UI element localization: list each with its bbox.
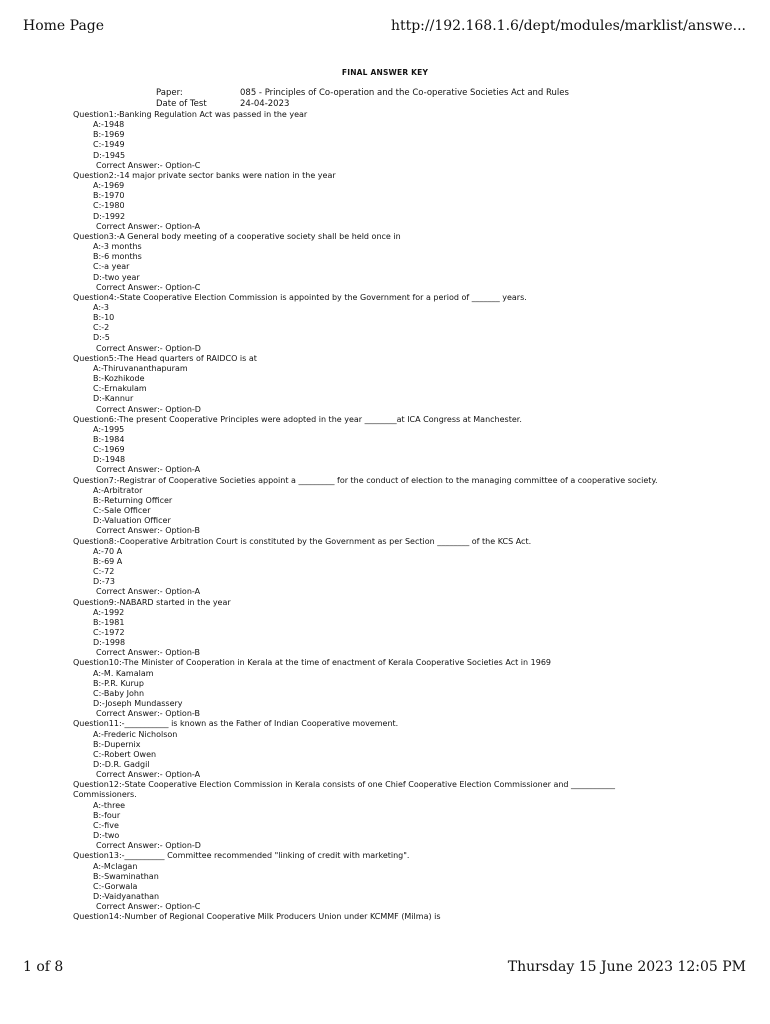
answer-option: D:-Valuation Officer bbox=[93, 516, 171, 526]
correct-answer: Correct Answer:- Option-D bbox=[96, 404, 201, 414]
answer-option: D:-D.R. Gadgil bbox=[93, 760, 150, 769]
answer-option: B:-1970 bbox=[93, 191, 125, 201]
question-text: Question12:-State Cooperative Election Commission in Kerala consists of one Chief Cooperative Election Commissioner and ___________ bbox=[73, 780, 616, 790]
answer-option: B:-P.R. Kurup bbox=[93, 678, 144, 688]
correct-answer: Correct Answer:- Option-B bbox=[96, 709, 200, 719]
question-block bbox=[73, 719, 693, 780]
question-block bbox=[73, 476, 693, 537]
question-text: Question7:-Registrar of Cooperative Societies appoint a _________ for the conduct of election to the managing committee of a cooperative society. bbox=[73, 475, 658, 485]
answer-option: A:-3 months bbox=[93, 242, 142, 252]
answer-option: C:-1980 bbox=[93, 201, 125, 211]
answer-option: A:-3 bbox=[93, 302, 110, 312]
question-text: Question10:-The Minister of Cooperation in Kerala at the time of enactment of Kerala Cooperative Societies Act in 1969 bbox=[73, 658, 551, 668]
question-text-continued: Commissioners. bbox=[73, 790, 137, 800]
answer-option: D:-73 bbox=[93, 577, 115, 587]
answer-option: A:-1948 bbox=[93, 120, 125, 130]
answer-option: C:-1949 bbox=[93, 140, 125, 150]
document-title: FINAL ANSWER KEY bbox=[341, 68, 429, 77]
answer-option: B:-Dupernix bbox=[93, 739, 141, 749]
answer-option: A:-Mclagan bbox=[93, 861, 138, 871]
answer-option: C:-five bbox=[93, 820, 119, 830]
answer-option: C:-1969 bbox=[93, 445, 125, 455]
question-block bbox=[73, 912, 693, 922]
paper-meta bbox=[156, 88, 569, 109]
question-block bbox=[73, 354, 693, 415]
question-list bbox=[73, 110, 693, 923]
question-text: Question5:-The Head quarters of RAIDCO is at bbox=[73, 353, 257, 363]
answer-option: C:-1972 bbox=[93, 627, 125, 637]
correct-answer: Correct Answer:- Option-B bbox=[96, 648, 200, 658]
question-block bbox=[73, 110, 693, 171]
answer-option: B:-1969 bbox=[93, 130, 125, 140]
answer-option: A:-1992 bbox=[93, 607, 125, 617]
answer-option: D:-1945 bbox=[93, 150, 126, 160]
correct-answer: Correct Answer:- Option-C bbox=[96, 902, 201, 912]
correct-answer: Correct Answer:- Option-A bbox=[96, 221, 201, 231]
correct-answer: Correct Answer:- Option-A bbox=[96, 587, 201, 597]
correct-answer: Correct Answer:- Option-D bbox=[96, 343, 201, 353]
question-text: Question8:-Cooperative Arbitration Court is constituted by the Government as per Section ________ of the KCS Act. bbox=[73, 536, 532, 546]
correct-answer: Correct Answer:- Option-C bbox=[96, 282, 201, 292]
question-block bbox=[73, 851, 693, 912]
answer-option: B:-6 months bbox=[93, 252, 142, 262]
question-block bbox=[73, 658, 693, 719]
date-label: Date of Test bbox=[156, 98, 207, 109]
answer-option: D:-1948 bbox=[93, 455, 126, 465]
answer-option: C:-a year bbox=[93, 262, 130, 272]
answer-option: B:-Kozhikode bbox=[93, 374, 145, 384]
answer-option: C:-Robert Owen bbox=[93, 749, 157, 759]
answer-option: C:-72 bbox=[93, 567, 115, 577]
question-block bbox=[73, 415, 693, 476]
answer-option: D:-two bbox=[93, 831, 120, 841]
answer-option: A:-1995 bbox=[93, 424, 125, 434]
browser-header-title: Home Page bbox=[23, 18, 105, 34]
answer-option: B:-69 A bbox=[93, 556, 123, 566]
answer-option: C:-Gorwala bbox=[93, 881, 138, 891]
answer-option: A:-70 A bbox=[93, 546, 123, 556]
paper-value: 085 - Principles of Co-operation and the Co-operative Societies Act and Rules bbox=[240, 88, 569, 98]
answer-option: B:-1981 bbox=[93, 617, 125, 627]
question-block bbox=[73, 780, 693, 851]
question-text: Question9:-NABARD started in the year bbox=[73, 597, 231, 607]
answer-option: C:-Ernakulam bbox=[93, 384, 147, 394]
print-timestamp: Thursday 15 June 2023 12:05 PM bbox=[507, 959, 746, 975]
answer-option: B:-Swaminathan bbox=[93, 871, 159, 881]
answer-option: B:-1984 bbox=[93, 435, 125, 444]
correct-answer: Correct Answer:- Option-C bbox=[96, 160, 201, 170]
answer-option: D:-1992 bbox=[93, 211, 126, 221]
question-block bbox=[73, 232, 693, 293]
question-block bbox=[73, 598, 693, 659]
answer-option: A:-Arbitrator bbox=[93, 485, 143, 495]
correct-answer: Correct Answer:- Option-B bbox=[96, 526, 200, 536]
answer-option: D:-5 bbox=[93, 333, 110, 343]
answer-option: B:-Returning Officer bbox=[93, 495, 173, 505]
answer-option: D:-two year bbox=[93, 272, 140, 282]
paper-label: Paper: bbox=[156, 88, 183, 98]
answer-option: C:-Baby John bbox=[93, 688, 145, 698]
date-value: 24-04-2023 bbox=[240, 98, 290, 109]
answer-option: A:-Thiruvananthapuram bbox=[93, 363, 188, 373]
question-block bbox=[73, 171, 693, 232]
question-text: Question13:-__________ Committee recommended "linking of credit with marketing". bbox=[73, 851, 410, 861]
question-text: Question11:-___________ is known as the Father of Indian Cooperative movement. bbox=[73, 719, 399, 729]
question-text: Question4:-State Cooperative Election Commission is appointed by the Government for a period of _______ years. bbox=[73, 292, 527, 302]
answer-option: C:-Sale Officer bbox=[93, 506, 151, 516]
browser-header-url: http://192.168.1.6/dept/modules/marklist/answe... bbox=[390, 18, 746, 34]
answer-option: A:-M. Kamalam bbox=[93, 668, 154, 678]
answer-option: A:-three bbox=[93, 800, 126, 810]
answer-option: D:-Joseph Mundassery bbox=[93, 699, 183, 709]
question-text: Question6:-The present Cooperative Principles were adopted in the year ________at ICA Congress at Manchester. bbox=[73, 414, 522, 424]
date-row bbox=[156, 99, 569, 110]
answer-option: B:-four bbox=[93, 810, 121, 820]
paper-row bbox=[156, 88, 569, 99]
answer-option: A:-Frederic Nicholson bbox=[93, 729, 178, 739]
question-block bbox=[73, 537, 693, 598]
answer-option: C:-2 bbox=[93, 323, 110, 333]
answer-option: D:-1998 bbox=[93, 638, 126, 648]
question-text: Question1:-Banking Regulation Act was passed in the year bbox=[73, 110, 308, 119]
question-text: Question3:-A General body meeting of a cooperative society shall be held once in bbox=[73, 231, 401, 241]
answer-option: D:-Vaidyanathan bbox=[93, 892, 160, 902]
answer-option: D:-Kannur bbox=[93, 394, 134, 404]
answer-option: A:-1969 bbox=[93, 181, 125, 191]
question-text: Question14:-Number of Regional Cooperative Milk Producers Union under KCMMF (Milma) is bbox=[73, 912, 441, 922]
answer-option: B:-10 bbox=[93, 313, 115, 323]
correct-answer: Correct Answer:- Option-A bbox=[96, 465, 201, 475]
question-text: Question2:-14 major private sector banks were nation in the year bbox=[73, 170, 336, 180]
correct-answer: Correct Answer:- Option-D bbox=[96, 841, 201, 851]
question-block bbox=[73, 293, 693, 354]
page-count: 1 of 8 bbox=[23, 959, 64, 975]
correct-answer: Correct Answer:- Option-A bbox=[96, 770, 201, 780]
